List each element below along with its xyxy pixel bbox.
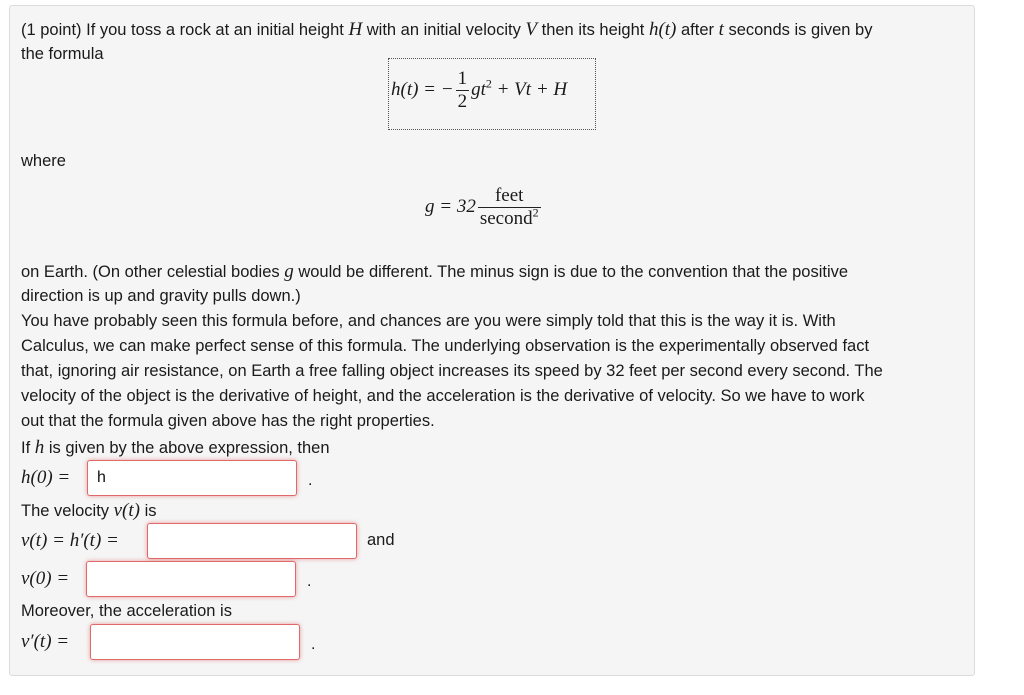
gravity-den-wrap [478, 207, 541, 230]
formula-gt: gt [471, 78, 486, 100]
and-label: and [367, 531, 395, 549]
gravity-lhs: g = 32 [425, 195, 476, 217]
para-line-3: You have probably seen this formula before, and chances are you were simply told that this is the way it is. With [21, 312, 836, 330]
var-t: t [718, 19, 724, 40]
var-g: g [284, 261, 294, 282]
gravity-formula [425, 185, 543, 230]
gravity-power: 2 [532, 205, 539, 220]
h0-period: . [308, 472, 313, 489]
velocity-intro-b: is [140, 502, 157, 520]
para-line-4: Calculus, we can make perfect sense of this formula. The underlying observation is the experimentally observed fact [21, 337, 870, 355]
vt-label [21, 528, 119, 554]
formula-tail: + Vt + H [491, 78, 568, 100]
intro-text-e: seconds is given by [723, 21, 873, 39]
accel-period: . [311, 636, 316, 653]
accel-intro: Moreover, the acceleration is [21, 602, 232, 620]
vt-label-text: v(t) = h′(t) = [21, 530, 119, 551]
gravity-den: second [479, 208, 533, 229]
accel-label-text: v′(t) = [21, 631, 70, 652]
intro-line-1 [21, 17, 872, 43]
para-line-1 [21, 259, 848, 285]
para-line-6: velocity of the object is the derivative of height, and the acceleration is the derivative of velocity. So we have to work [21, 387, 865, 405]
v0-period: . [307, 573, 312, 590]
accel-answer-input[interactable] [90, 624, 300, 660]
para-line-1a: on Earth. (On other celestial bodies [21, 263, 285, 281]
var-H: H [348, 19, 363, 40]
para-line-8 [21, 435, 330, 461]
gravity-num: feet [494, 185, 524, 206]
v0-answer-input[interactable] [86, 561, 296, 597]
formula-frac-den: 2 [457, 91, 468, 112]
para-line-7: out that the formula given above has the right properties. [21, 412, 435, 430]
intro-text-c: then its height [537, 21, 649, 39]
h0-label [21, 465, 70, 491]
intro-text-d: after [676, 21, 719, 39]
accel-label [21, 629, 69, 655]
intro-text-a: (1 point) If you toss a rock at an initial height [21, 21, 344, 39]
para-line-1b: would be different. The minus sign is due to the convention that the positive [293, 263, 849, 281]
para-line-8a: If [21, 439, 35, 457]
para-line-8b: is given by the above expression, then [44, 439, 330, 457]
velocity-answer-input[interactable] [147, 523, 357, 559]
v0-label [21, 566, 69, 592]
intro-line-2: the formula [21, 45, 104, 63]
formula-lhs: h(t) = − [391, 78, 454, 100]
intro-text-b: with an initial velocity [362, 21, 526, 39]
velocity-intro [21, 498, 157, 524]
var-h: h [34, 437, 45, 458]
var-h-of-t: h(t) [648, 19, 677, 40]
var-V: V [525, 19, 538, 40]
var-v-of-t: v(t) [113, 500, 140, 521]
para-line-5: that, ignoring air resistance, on Earth a free falling object increases its speed by 32 feet per second every second. The [21, 362, 883, 380]
v0-label-text: v(0) = [21, 568, 70, 589]
where-label: where [21, 152, 66, 170]
h0-label-text: h(0) = [21, 467, 71, 488]
velocity-intro-a: The velocity [21, 502, 114, 520]
h0-answer-input[interactable] [87, 460, 297, 496]
formula-frac-num: 1 [457, 68, 468, 89]
formula-power: 2 [485, 76, 492, 91]
para-line-2: direction is up and gravity pulls down.) [21, 287, 301, 305]
height-formula [388, 58, 596, 130]
